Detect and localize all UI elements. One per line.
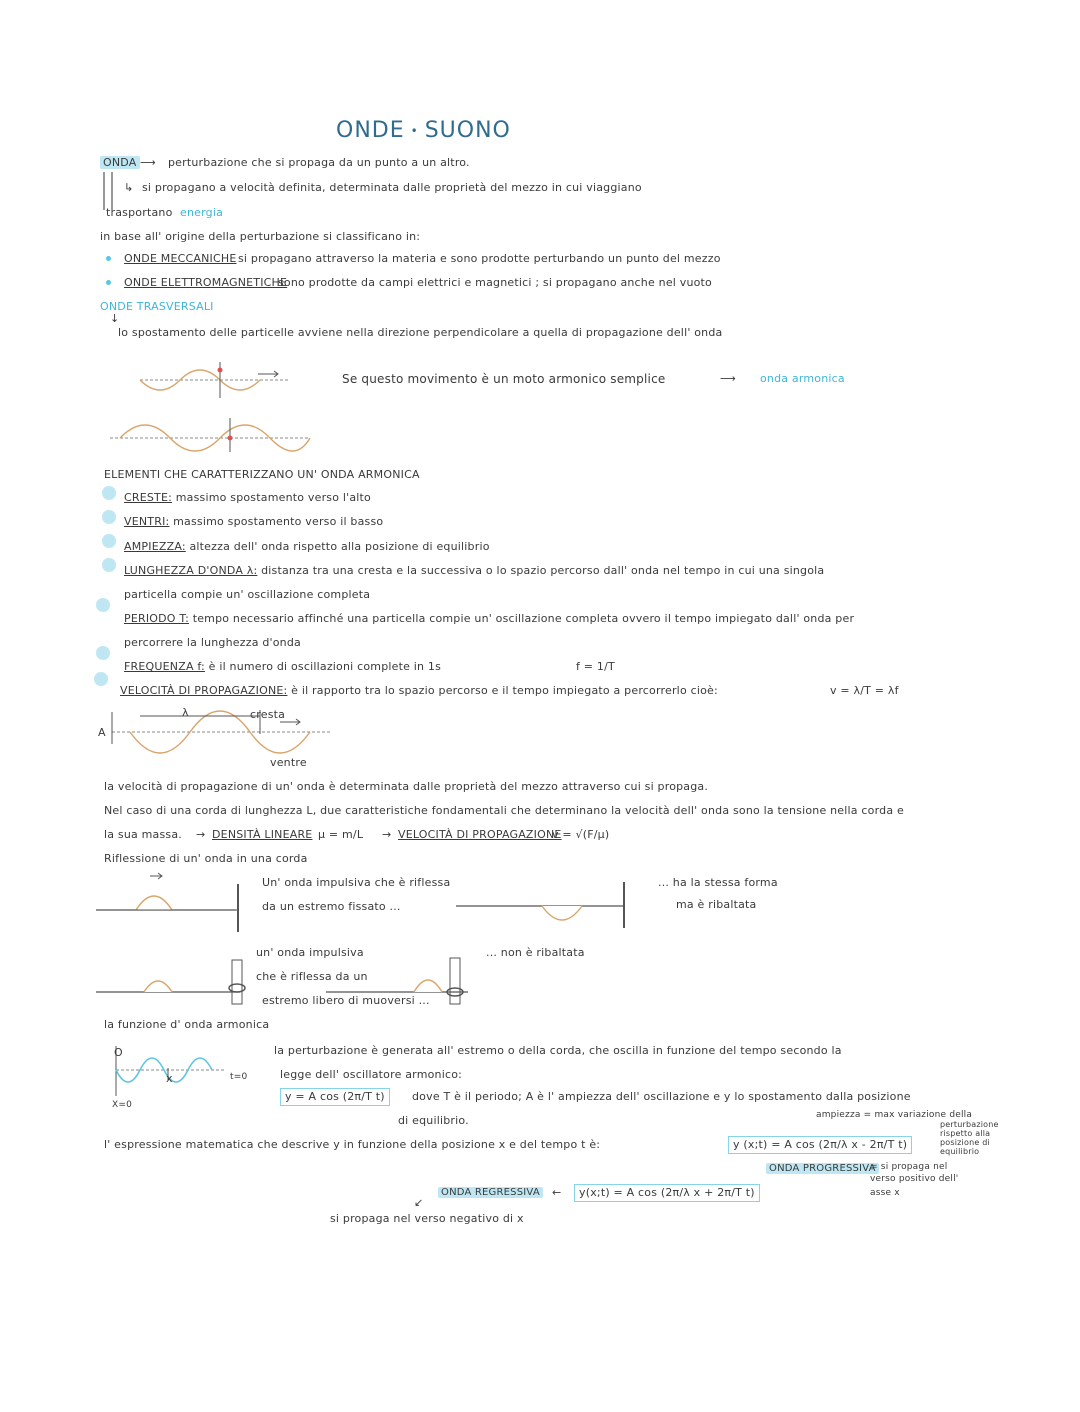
amp-label: A xyxy=(98,726,106,739)
prog-note3: asse x xyxy=(870,1188,900,1198)
elemento-item: VELOCITÀ DI PROPAGAZIONE: è il rapporto tra lo spazio percorso e il tempo impiegato a percorrerlo cioè: xyxy=(120,684,718,697)
fig-o-label: O xyxy=(114,1046,123,1059)
expr-text: l' espressione matematica che descrive y in funzione della posizione x e del tempo t è: xyxy=(104,1138,601,1151)
fig-t0-label: t=0 xyxy=(230,1072,248,1082)
prog-note2: verso positivo dell' xyxy=(870,1174,959,1184)
law-desc: dove T è il periodo; A è l' ampiezza dell' oscillazione e y lo spostamento dalla posizione xyxy=(412,1090,911,1103)
elemento-item: FREQUENZA f: è il numero di oscillazioni complete in 1s xyxy=(124,660,442,673)
bullet-icon xyxy=(106,280,111,285)
bullet-icon xyxy=(106,256,111,261)
ventre-label: ventre xyxy=(270,756,307,769)
transverse-wave-figure xyxy=(110,352,310,452)
densita-formula: μ = m/L xyxy=(318,828,364,841)
bullet-icon xyxy=(102,534,116,548)
fixed-text1: Un' onda impulsiva che è riflessa xyxy=(262,876,451,889)
elettro-text: sono prodotte da campi elettrici e magnetici ; si propagano anche nel vuoto xyxy=(278,276,712,289)
elemento-item: VENTRI: massimo spostamento verso il basso xyxy=(124,515,384,528)
velocita-line1: la velocità di propagazione di un' onda è determinata dalle proprietà del mezzo attraverso cui si propaga. xyxy=(104,780,709,793)
bullet-icon xyxy=(102,486,116,500)
page-title: ONDE • SUONO xyxy=(336,118,511,143)
elementi-heading: ELEMENTI CHE CARATTERIZZANO UN' ONDA ARMONICA xyxy=(104,468,420,481)
bracket-icon xyxy=(102,170,122,210)
energia-text: energia xyxy=(180,206,224,219)
elemento-item: PERIODO T: tempo necessario affinché una particella compie un' oscillazione completa ovvero il tempo impiegato dall' onda per xyxy=(124,612,855,625)
free-text3: estremo libero di muoversi ... xyxy=(262,994,430,1007)
armonico-result: onda armonica xyxy=(760,372,845,385)
bullet-icon xyxy=(102,558,116,572)
fig-x0-label: X=0 xyxy=(112,1100,133,1110)
law-desc2: di equilibrio. xyxy=(398,1114,469,1127)
armonico-text: Se questo movimento è un moto armonico semplice xyxy=(342,372,666,386)
arrow-icon: → xyxy=(196,828,206,841)
elemento-item: particella compie un' oscillazione completa xyxy=(124,588,371,601)
bullet-icon xyxy=(96,598,110,612)
bullet-icon xyxy=(94,672,108,686)
velocita-line2: Nel caso di una corda di lunghezza L, due caratteristiche fondamentali che determinano la velocità dell' onda sono la tensione nella corda e xyxy=(104,804,904,817)
title-left: ONDE xyxy=(336,118,405,143)
arrow-icon: ⟶ xyxy=(140,156,156,169)
arrow-icon: ↳ xyxy=(124,181,134,194)
trasversali-text: lo spostamento delle particelle avviene nella direzione perpendicolare a quella di propagazione dell' onda xyxy=(118,326,723,339)
free-text2: che è riflessa da un xyxy=(256,970,368,983)
prog-label: ONDA PROGRESSIVA xyxy=(766,1162,879,1176)
same-shape-text: ... ha la stessa forma xyxy=(658,876,778,889)
amp-note4: posizione di xyxy=(940,1138,990,1147)
elemento-item: AMPIEZZA: altezza dell' onda rispetto alla posizione di equilibrio xyxy=(124,540,490,553)
origine-text: in base all' origine della perturbazione si classificano in: xyxy=(100,230,421,243)
arrow-icon: → xyxy=(382,828,392,841)
reg-label: ONDA REGRESSIVA xyxy=(438,1186,543,1200)
onda-definition: perturbazione che si propaga da un punto a un altro. xyxy=(168,156,470,169)
arrow-icon: ← xyxy=(552,1186,562,1199)
propaga-text: si propagano a velocità definita, determinata dalle proprietà del mezzo in cui viaggiano xyxy=(142,181,642,194)
amp-note5: equilibrio xyxy=(940,1147,980,1156)
trasportano-text: trasportano xyxy=(106,206,173,219)
title-right: SUONO xyxy=(424,118,511,143)
vel-formula: v = λ/T = λf xyxy=(830,684,899,697)
meccaniche-text: si propagano attraverso la materia e sono prodotte perturbando un punto del mezzo xyxy=(238,252,721,265)
fixed-text2: da un estremo fissato ... xyxy=(262,900,401,913)
bullet-icon xyxy=(102,510,116,524)
densita-label: DENSITÀ LINEARE xyxy=(212,828,313,841)
funzione-desc1: la perturbazione è generata all' estremo o della corda, che oscilla in funzione del tempo secondo la xyxy=(274,1044,842,1057)
trasversali-label: ONDE TRASVERSALI xyxy=(100,300,214,313)
lambda-label: λ xyxy=(182,706,189,719)
freq-formula: f = 1/T xyxy=(576,660,615,673)
elemento-item: CRESTE: massimo spostamento verso l'alto xyxy=(124,491,371,504)
onda-label: ONDA xyxy=(100,156,140,170)
inverted-text: ma è ribaltata xyxy=(676,898,757,911)
funzione-heading: la funzione d' onda armonica xyxy=(104,1018,270,1031)
bullet-icon xyxy=(96,646,110,660)
free-text1: un' onda impulsiva xyxy=(256,946,364,959)
fig-x-label: x xyxy=(166,1072,173,1085)
amp-note3: rispetto alla xyxy=(940,1129,991,1138)
reg-formula: y(x;t) = A cos (2π/λ x + 2π/T t) xyxy=(574,1184,760,1202)
wave-function-figure xyxy=(104,1040,244,1100)
meccaniche-label: ONDE MECCANICHE xyxy=(124,252,237,265)
prog-formula: y (x;t) = A cos (2π/λ x - 2π/T t) xyxy=(728,1136,912,1154)
not-inverted-text: ... non è ribaltata xyxy=(486,946,585,959)
elemento-item: percorrere la lunghezza d'onda xyxy=(124,636,301,649)
arrow-icon: ↙ xyxy=(414,1196,424,1209)
velocita-line3: la sua massa. xyxy=(104,828,182,841)
amp-note1: ampiezza = max variazione della xyxy=(816,1110,973,1120)
funzione-desc2: legge dell' oscillatore armonico: xyxy=(280,1068,463,1081)
cresta-label: cresta xyxy=(250,708,286,721)
elemento-item: LUNGHEZZA D'ONDA λ: distanza tra una cresta e la successiva o lo spazio percorso dall' onda nel tempo in cui una singola xyxy=(124,564,825,577)
down-arrow-icon: ↓ xyxy=(110,312,120,325)
reg-note: si propaga nel verso negativo di x xyxy=(330,1212,524,1225)
law-formula: y = A cos (2π/T t) xyxy=(280,1088,390,1106)
riflessione-heading: Riflessione di un' onda in una corda xyxy=(104,852,308,865)
vel-prop-label: VELOCITÀ DI PROPAGAZIONE xyxy=(398,828,562,841)
vel-prop-formula: v = √(F/μ) xyxy=(552,828,610,841)
prog-note1: = si propaga nel xyxy=(870,1162,948,1172)
amp-note2: perturbazione xyxy=(940,1120,999,1129)
arrow-icon: ⟶ xyxy=(720,372,736,385)
elettro-label: ONDE ELETTROMAGNETICHE xyxy=(124,276,288,289)
